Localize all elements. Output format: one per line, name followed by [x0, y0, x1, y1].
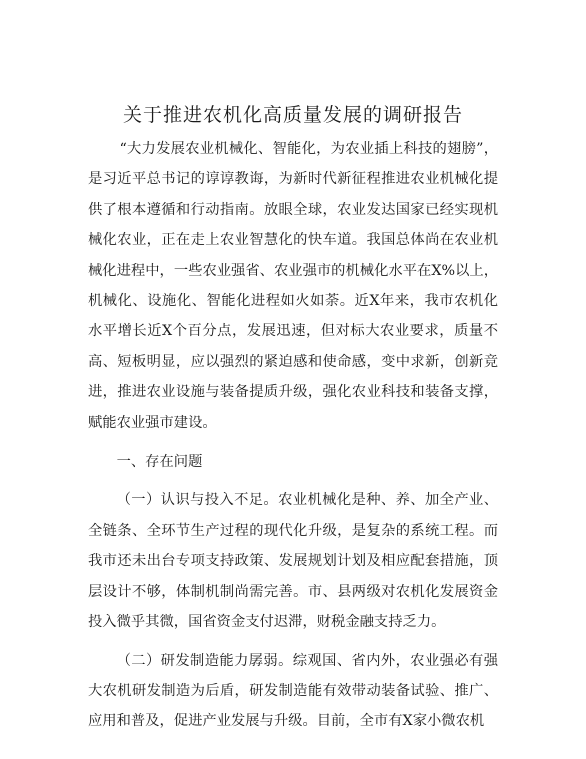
- problem-paragraph-1: （一）认识与投入不足。农业机械化是种、养、加全产业、全链条、全环节生产过程的现代化升级，是复杂的系统工程。而我市还未出台专项支持政策、发展规划计划及相应配套措施，顶层设计不够，体制机制尚需完善。市、县两级对农机化发展资金投入微乎其微，国省资金支付迟滞，财税金融支持乏力。: [88, 492, 498, 631]
- intro-paragraph: “大力发展农业机械化、智能化，为农业插上科技的翅膀”，是习近平总书记的谆谆教诲，为新时代新征程推进农业机械化提供了根本遵循和行动指南。放眼全球，农业发达国家已经实现机械化农业，正在走上农业智慧化的快车道。我国总体尚在农业机械化进程中，一些农业强省、农业强市的机械化水平在X%以上，机械化、设施化、智能化进程如火如荼。近X年来，我市农机化水平增长近X个百分点，发展迅速，但对标大农业要求，质量不高、短板明显，应以强烈的紧迫感和使命感，变中求新，创新竞进，推进农业设施与装备提质升级，强化农业科技和装备支撑，赋能农业强市建设。: [88, 141, 498, 431]
- section-heading-problems: 一、存在问题: [116, 454, 203, 471]
- problem-paragraph-2: （二）研发制造能力孱弱。综观国、省内外，农业强必有强大农机研发制造为后盾，研发制造能有效带动装备试验、推广、应用和普及，促进产业发展与升级。目前，全市有X家小微农机: [88, 652, 498, 730]
- document-body: [88, 134, 498, 737]
- document-title: 关于推进农机化高质量发展的调研报告: [122, 104, 463, 126]
